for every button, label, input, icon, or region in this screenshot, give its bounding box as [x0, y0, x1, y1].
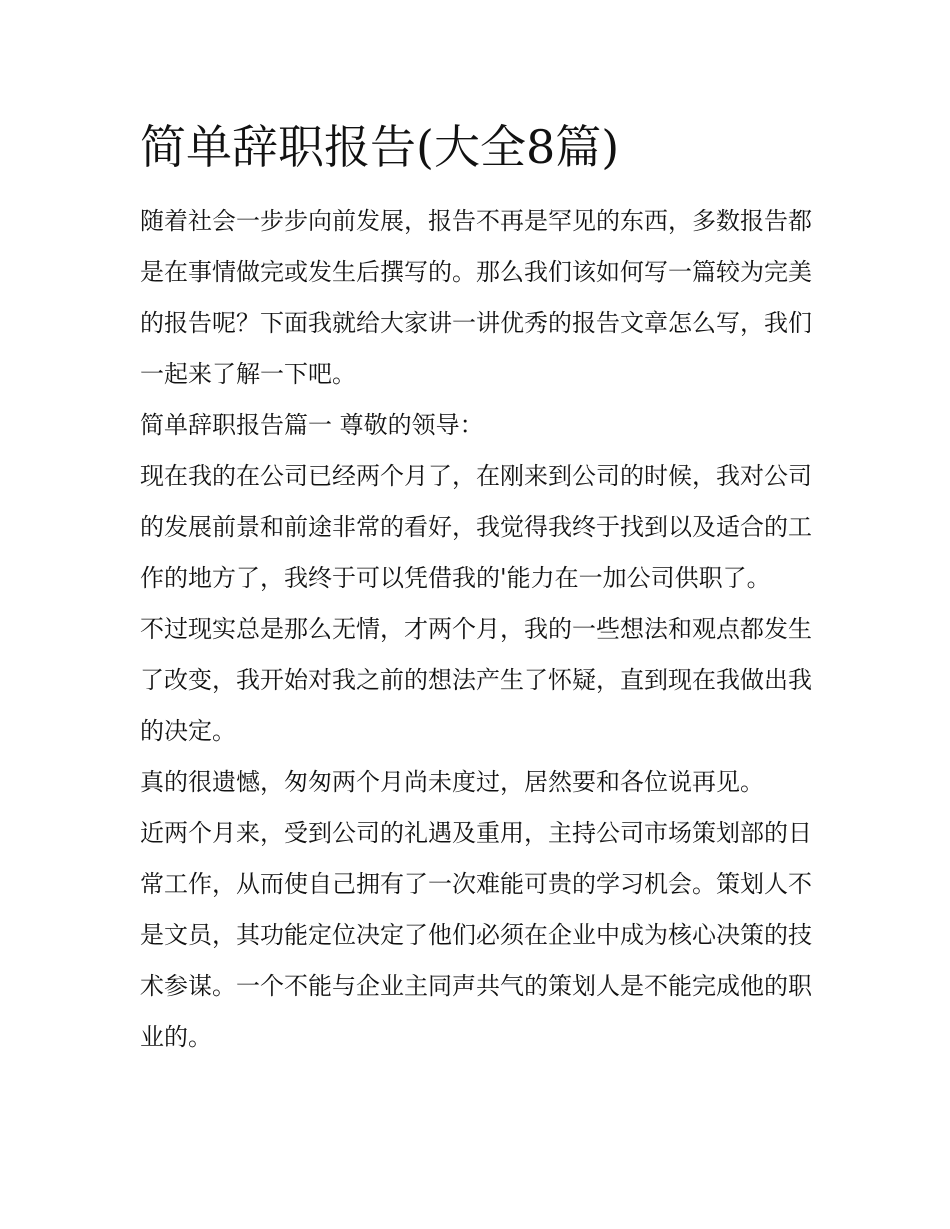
body-paragraph: 不过现实总是那么无情，才两个月，我的一些想法和观点都发生了改变，我开始对我之前的想法产生了怀疑，直到现在我做出我的决定。 — [140, 615, 812, 745]
section-heading-paragraph: 简单辞职报告篇一 尊敬的领导： — [140, 411, 484, 439]
body-paragraph: 现在我的在公司已经两个月了，在刚来到公司的时候，我对公司的发展前景和前途非常的看好，我觉得我终于找到以及适合的工作的地方了，我终于可以凭借我的'能力在一加公司供职了。 — [140, 462, 812, 592]
document-page — [140, 112, 820, 1063]
body-paragraph: 近两个月来，受到公司的礼遇及重用，主持公司市场策划部的日常工作，从而使自己拥有了一次难能可贵的学习机会。策划人不是文员，其功能定位决定了他们必须在企业中成为核心决策的技术参谋。一个不能与企业主同声共气的策划人是不能完成他的职业的。 — [140, 819, 812, 1051]
document-title: 简单辞职报告(大全8篇) — [140, 120, 620, 174]
intro-paragraph: 随着社会一步步向前发展，报告不再是罕见的东西，多数报告都是在事情做完或发生后撰写的。那么我们该如何写一篇较为完美的报告呢？下面我就给大家讲一讲优秀的报告文章怎么写，我们一起来了解一下吧。 — [140, 207, 812, 388]
body-paragraph: 真的很遗憾，匆匆两个月尚未度过，居然要和各位说再见。 — [140, 768, 764, 796]
